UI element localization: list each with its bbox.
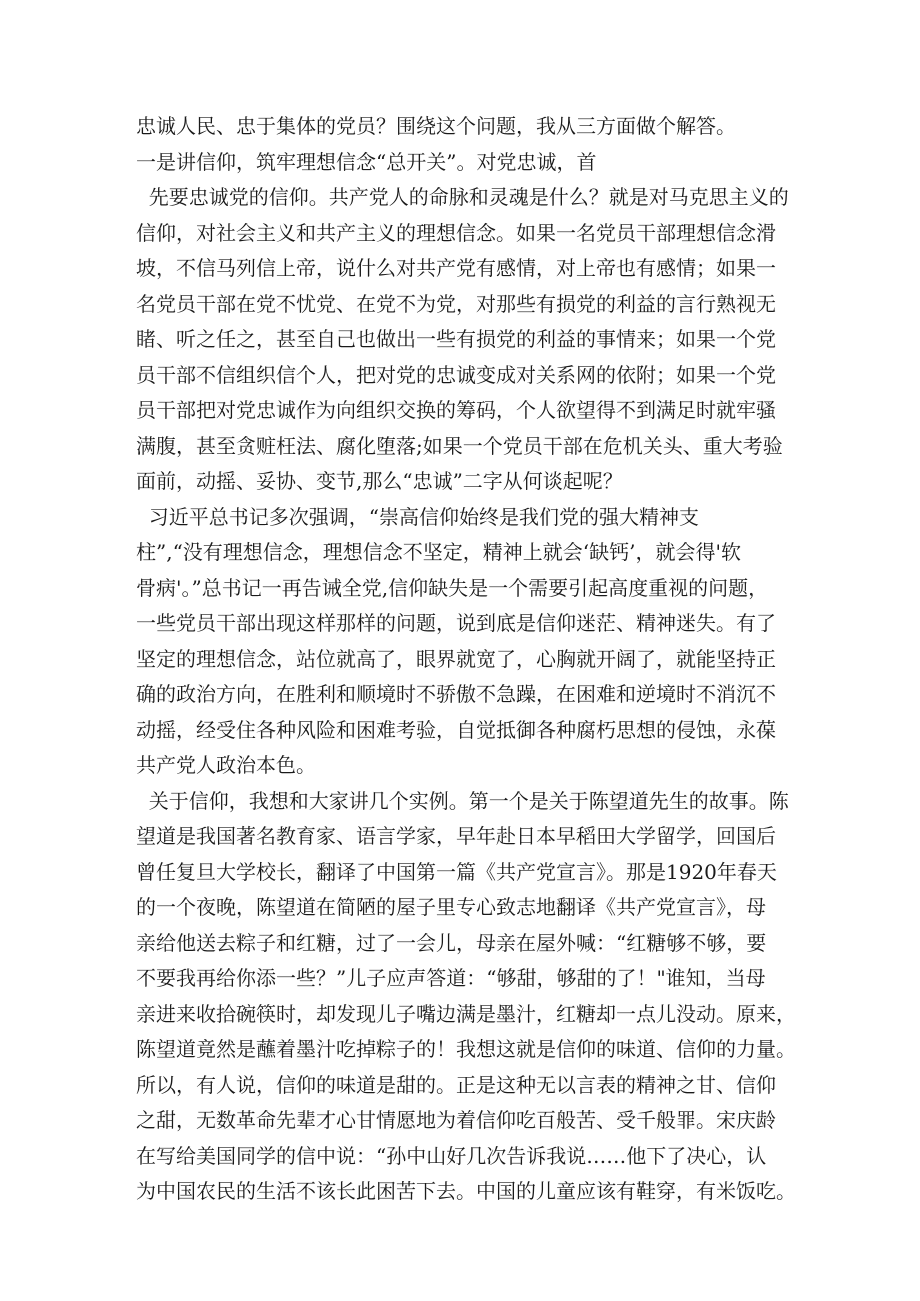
text-line: 在写给美国同学的信中说：“孙中山好几次告诉我说……他下了决心，认 — [136, 1143, 767, 1168]
text-line: 曾任复旦大学校长，翻译了中国第一篇《共产党宣言》。那是1920年春天 — [136, 859, 777, 884]
text-line: 动摇，经受住各种风险和困难考验，自觉抵御各种腐朽思想的侵蚀，永葆 — [136, 717, 776, 742]
text-line: 的一个夜晚，陈望道在简陋的屋子里专心致志地翻译《共产党宣言》，母 — [136, 895, 766, 919]
text-line: 不要我再给你添一些？”儿子应声答道：“够甜，够甜的了！"谁知，当母 — [136, 966, 766, 990]
text-line: 共产党人政治本色。 — [136, 753, 316, 777]
text-line: 满腹，甚至贪赃枉法、腐化堕落;如果一个党员干部在危机关头、重大考验 — [136, 433, 783, 458]
text-line: 陈望道竟然是蘸着墨汁吃掉粽子的！我想这就是信仰的味道、信仰的力量。 — [136, 1037, 796, 1061]
text-line: 确的政治方向，在胜利和顺境时不骄傲不急躁，在困难和逆境时不消沉不 — [136, 682, 776, 706]
text-line: 所以，有人说，信仰的味道是甜的。正是这种无以言表的精神之甘、信仰 — [136, 1072, 776, 1097]
text-line: 柱”,“没有理想信念，理想信念不坚定，精神上就会‘缺钙’，就会得'软 — [136, 540, 742, 564]
text-line: 为中国农民的生活不该长此困苦下去。中国的儿童应该有鞋穿，有米饭吃。 — [136, 1179, 796, 1203]
text-line: 关于信仰，我想和大家讲几个实例。第一个是关于陈望道先生的故事。陈 — [136, 788, 789, 813]
text-line: 骨病'。”总书记一再告诫全党,信仰缺失是一个需要引起高度重视的问题， — [136, 575, 769, 600]
text-line: 员干部把对党忠诚作为向组织交换的筹码，个人欲望得不到满足时就牢骚 — [136, 398, 776, 422]
text-line: 坡，不信马列信上帝，说什么对共产党有感情，对上帝也有感情；如果一 — [136, 256, 776, 280]
text-line: 名党员干部在党不忧党、在党不为党，对那些有损党的利益的言行熟视无 — [136, 291, 776, 316]
text-line: 员干部不信组织信个人，把对党的忠诚变成对关系网的依附；如果一个党 — [136, 362, 776, 387]
text-line: 亲给他送去粽子和红糖，过了一会儿，母亲在屋外喊：“红糖够不够，要 — [136, 930, 767, 955]
text-line: 之甜，无数革命先辈才心甘情愿地为着信仰吃百般苦、受千般罪。宋庆龄 — [136, 1108, 776, 1132]
text-line: 先要忠诚党的信仰。共产党人的命脉和灵魂是什么？就是对马克思主义的 — [136, 185, 789, 209]
text-line: 望道是我国著名教育家、语言学家，早年赴日本早稻田大学留学，回国后 — [136, 824, 776, 848]
document-body — [136, 109, 806, 1210]
text-line: 忠诚人民、忠于集体的党员？围绕这个问题，我从三方面做个解答。 — [136, 114, 736, 138]
text-line: 亲进来收拾碗筷时，却发现儿子嘴边满是墨汁，红糖却一点儿没动。原来， — [136, 1001, 796, 1026]
text-line: 习近平总书记多次强调，“崇高信仰始终是我们党的强大精神支 — [136, 504, 699, 529]
text-line: 信仰，对社会主义和共产主义的理想信念。如果一名党员干部理想信念滑 — [136, 220, 776, 245]
text-line: 坚定的理想信念，站位就高了，眼界就宽了，心胸就开阔了，就能坚持正 — [136, 646, 776, 671]
text-line: 睹、听之任之，甚至自己也做出一些有损党的利益的事情来；如果一个党 — [136, 327, 776, 351]
text-line: 一是讲信仰，筑牢理想信念“总开关”。对党忠诚，首 — [136, 149, 597, 174]
text-line: 一些党员干部出现这样那样的问题，说到底是信仰迷茫、精神迷失。有了 — [136, 611, 776, 635]
text-line: 面前，动摇、妥协、变节,那么“忠诚”二字从何谈起呢？ — [136, 469, 623, 493]
